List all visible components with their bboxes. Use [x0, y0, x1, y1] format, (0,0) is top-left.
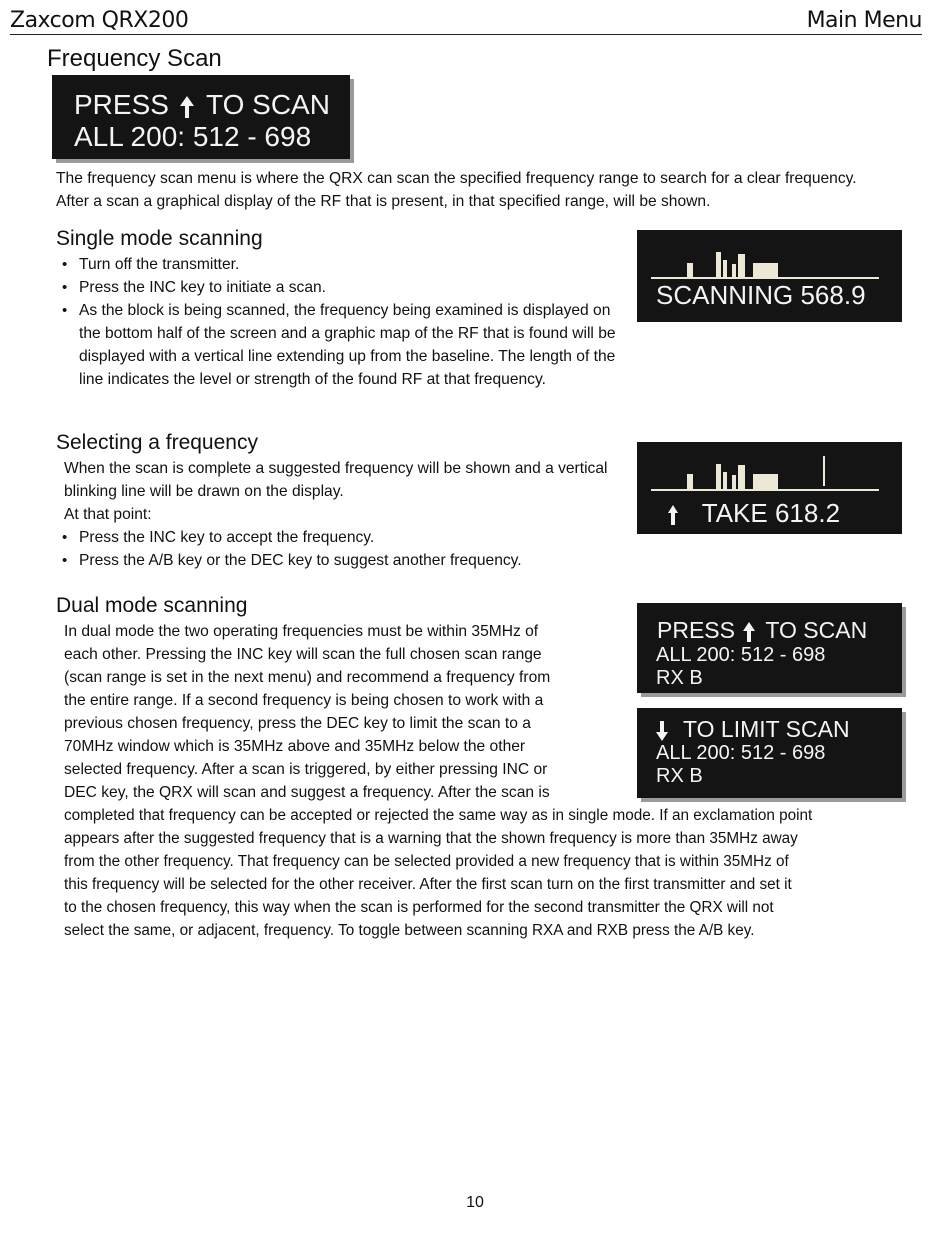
lcd-dual-limit-scan	[637, 708, 902, 798]
text-line: this frequency will be selected for the other receiver. After the first scan turn on the first transmitter and set it	[64, 876, 792, 893]
list-item: • Turn off the transmitter.	[56, 253, 634, 276]
text-line: appears after the suggested frequency that is a warning that the shown frequency is more than 35MHz away	[64, 830, 798, 847]
text-line: DEC key, the QRX will scan and suggest a frequency. After the scan is	[64, 784, 550, 801]
header-section: Main Menu	[806, 8, 922, 33]
selecting-bullets	[56, 526, 634, 572]
text-line: to the chosen frequency, this way when the scan is performed for the second transmitter the QRX will not	[64, 899, 774, 916]
lcd-line-3: RX B	[656, 765, 703, 787]
list-item: • Press the A/B key or the DEC key to suggest another frequency.	[56, 549, 634, 572]
single-mode-bullets	[56, 253, 634, 391]
dual-mode-heading: Dual mode scanning	[56, 594, 248, 617]
list-item: • As the block is being scanned, the frequency being examined is displayed on the bottom half of the screen and a graphic map of the RF that is found will be displayed with a vertical line extending up from the baseline. The length of the line indicates the level or strength of the found RF at that frequency.	[56, 299, 634, 391]
rf-graph	[637, 442, 902, 502]
lcd-line-2: ALL 200: 512 - 698	[656, 742, 826, 764]
selecting-heading: Selecting a frequency	[56, 431, 258, 454]
header-product: Zaxcom QRX200	[10, 8, 189, 33]
lcd-line-2: ALL 200: 512 - 698	[74, 121, 312, 152]
lcd-line-1: TO LIMIT SCAN	[655, 716, 850, 742]
text-line: In dual mode the two operating frequencies must be within 35MHz of	[64, 623, 539, 640]
text-line: the entire range. If a second frequency is being chosen to work with a	[64, 692, 544, 709]
section-title: Frequency Scan	[47, 45, 222, 72]
lcd-line-1: PRESS TO SCAN	[657, 617, 868, 643]
text-line: (scan range is set in the next menu) and recommend a frequency from	[64, 669, 551, 686]
lcd-scanning-text: SCANNING 568.9	[656, 280, 866, 310]
text-line: from the other frequency. That frequency can be selected provided a new frequency that is within 35MHz of	[64, 853, 789, 870]
single-mode-heading: Single mode scanning	[56, 227, 263, 250]
selecting-paragraph: When the scan is complete a suggested frequency will be shown and a vertical blinking line will be drawn on the display.	[64, 460, 608, 500]
text-line: completed that frequency can be accepted or rejected the same way as in single mode. If an exclamation point	[64, 807, 813, 824]
lcd-dual-press-to-scan	[637, 603, 902, 693]
selecting-at-that-point: At that point:	[64, 506, 152, 523]
lcd-press-to-scan	[52, 75, 350, 159]
list-item: • Press the INC key to initiate a scan.	[56, 276, 634, 299]
text-line: 70MHz window which is 35MHz above and 35MHz below the other	[64, 738, 526, 755]
lcd-take	[637, 442, 902, 534]
lcd-line-1: PRESS TO SCAN	[74, 89, 330, 120]
text-line: previous chosen frequency, press the DEC key to limit the scan to a	[64, 715, 531, 732]
page-header	[10, 8, 922, 35]
up-arrow-icon	[667, 504, 679, 526]
lcd-line-2: ALL 200: 512 - 698	[656, 644, 826, 666]
list-item: • Press the INC key to accept the frequency.	[56, 526, 634, 549]
text-line: each other. Pressing the INC key will scan the full chosen scan range	[64, 646, 542, 663]
page-number: 10	[466, 1194, 484, 1211]
up-arrow-icon	[742, 621, 756, 643]
up-arrow-icon	[179, 95, 195, 119]
lcd-take-line: TAKE 618.2	[667, 498, 840, 528]
down-arrow-icon	[655, 720, 669, 742]
text-line: select the same, or adjacent, frequency. To toggle between scanning RXA and RXB press the A/B key.	[64, 922, 755, 939]
lcd-scanning	[637, 230, 902, 322]
text-line: selected frequency. After a scan is triggered, by either pressing INC or	[64, 761, 548, 778]
intro-paragraph: The frequency scan menu is where the QRX can scan the specified frequency range to search for a clear frequency. After a scan a graphical display of the RF that is present, in that specified range, will be shown.	[56, 170, 857, 210]
lcd-line-3: RX B	[656, 667, 703, 689]
